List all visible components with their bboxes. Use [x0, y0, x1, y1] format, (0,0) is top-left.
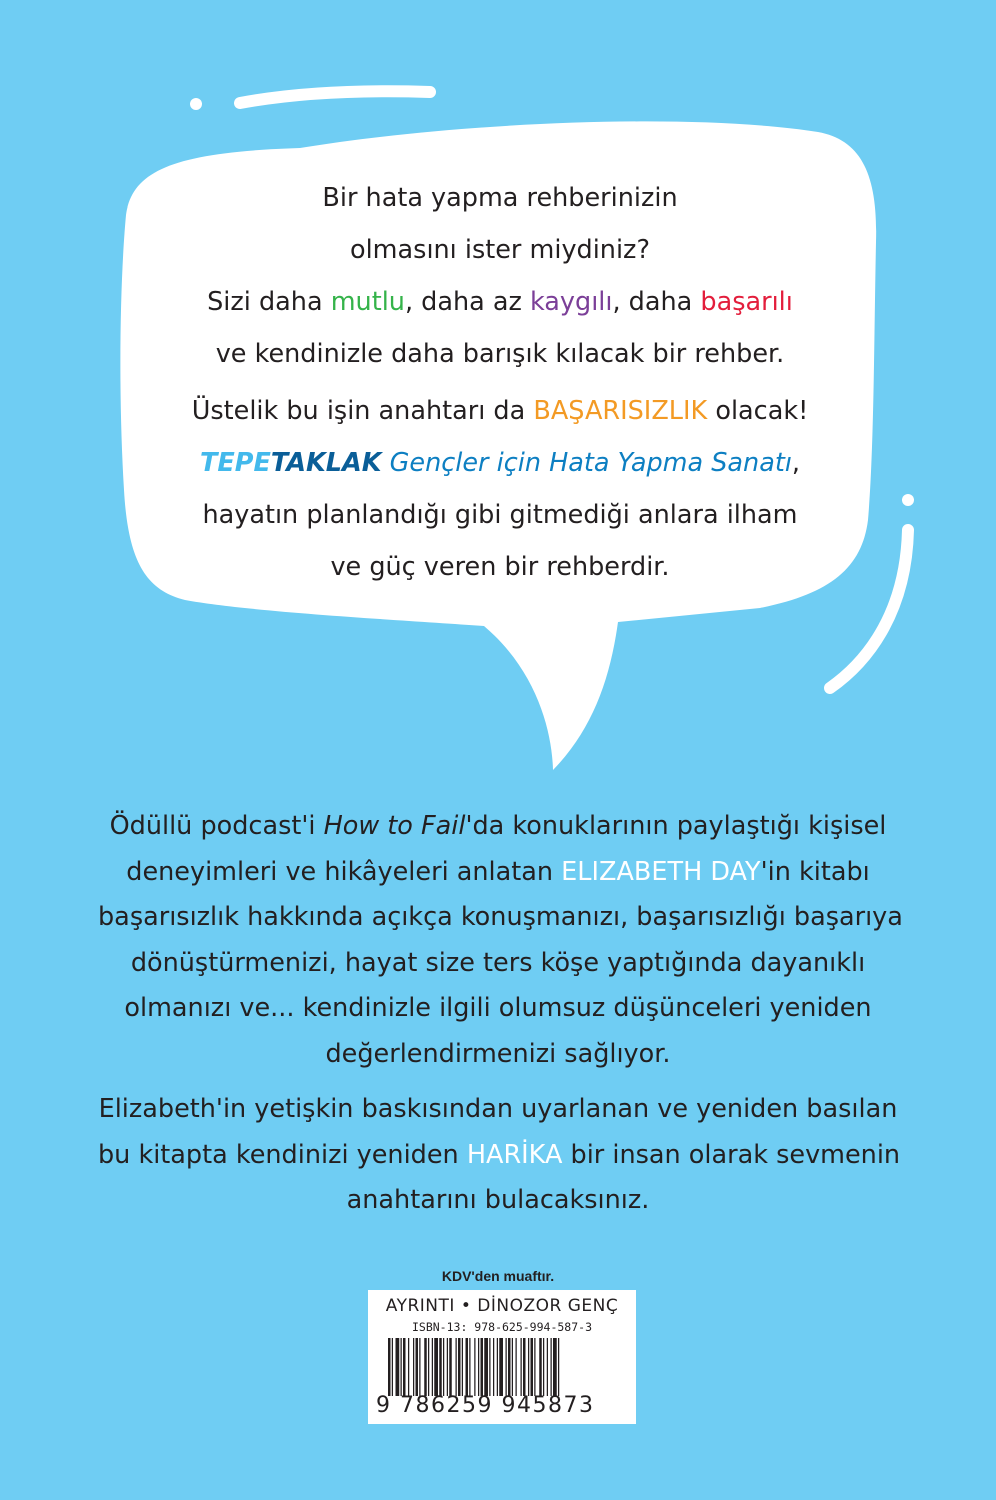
barcode-bar: [474, 1338, 475, 1396]
bubble-line-5: [150, 385, 850, 437]
isbn-text: ISBN-13: 978-625-994-587-3: [411, 1320, 592, 1334]
barcode-bar: [456, 1338, 457, 1396]
word-basarisizlik: BAŞARISIZLIK: [533, 396, 708, 426]
text-segment: 'da konuklarının paylaştığı kişisel: [465, 811, 887, 841]
title-taklak: TAKLAK: [270, 448, 382, 478]
barcode-bar: [466, 1338, 469, 1396]
desc-p1-line-2: [98, 850, 898, 896]
desc-p1-line-5: olmanızı ve... kendinizle ilgili olumsuz düşünceleri yeniden: [124, 993, 872, 1023]
barcode-bar: [462, 1338, 463, 1396]
title-subtitle: Gençler için Hata Yapma Sanatı: [381, 448, 792, 478]
bubble-line-1: Bir hata yapma rehberinizin: [322, 183, 678, 213]
barcode-bar: [419, 1338, 420, 1396]
barcode-bar: [516, 1338, 517, 1396]
word-kaygili: kaygılı: [529, 287, 613, 317]
barcode-bar: [521, 1338, 522, 1396]
barcode-bar: [484, 1338, 488, 1396]
title-tepe: TEPE: [199, 448, 271, 478]
bubble-line-4: ve kendinizle daha barışık kılacak bir rehber.: [215, 339, 785, 369]
desc-p1-line-6: değerlendirmenizi sağlıyor.: [325, 1038, 671, 1069]
text-segment: deneyimleri ve hikâyeleri anlatan: [126, 856, 562, 887]
text-segment: bu kitapta kendinizi yeniden: [98, 1139, 467, 1170]
barcode-bar: [413, 1338, 414, 1396]
barcode-bar: [469, 1338, 470, 1396]
barcode-bar: [543, 1338, 544, 1396]
text-segment: olacak!: [707, 396, 809, 426]
barcode-bar: [439, 1338, 442, 1396]
barcode-bar: [558, 1338, 559, 1396]
barcode-label: [368, 1290, 636, 1424]
text-segment: bir insan olarak sevmenin: [562, 1139, 901, 1170]
desc-p2-line-3: anahtarını bulacaksınız.: [346, 1185, 650, 1215]
podcast-title: How to Fail: [323, 811, 466, 841]
barcode-bar: [478, 1338, 479, 1396]
barcode-bar: [443, 1338, 444, 1396]
barcode-bar: [458, 1338, 461, 1396]
desc-p2-line-2: [98, 1133, 901, 1179]
text-segment: Üstelik bu işin anahtarı da: [191, 396, 534, 426]
desc-p1-line-3: başarısızlık hakkında açıkça konuşmanızı, başarısızlığı başarıya: [98, 902, 903, 932]
barcode-bar: [506, 1338, 507, 1396]
barcode-bar: [489, 1338, 490, 1396]
barcode-bar: [551, 1338, 552, 1396]
word-harika: HARİKA: [466, 1139, 563, 1170]
barcode-bar: [428, 1338, 429, 1396]
barcode-bar: [539, 1338, 542, 1396]
text-segment: 'in kitabı: [760, 856, 870, 887]
barcode-bar: [499, 1338, 503, 1396]
bubble-shine-dot-right: [902, 494, 914, 506]
bubble-text: [150, 172, 850, 593]
barcode-bar: [497, 1338, 498, 1396]
barcode-bar: [528, 1338, 529, 1396]
barcode-bar: [403, 1338, 406, 1396]
text-segment: Sizi daha: [207, 287, 331, 317]
text-segment: , daha: [612, 287, 701, 317]
text-segment: , daha az: [404, 287, 530, 317]
bubble-line-3: [150, 276, 850, 328]
book-title-line: [150, 437, 850, 489]
barcode-digits: 9 786259 945873: [376, 1393, 595, 1418]
bubble-line-2: olmasını ister miydiniz?: [350, 235, 650, 265]
barcode-bar: [534, 1338, 535, 1396]
publisher-name: AYRINTI • DİNOZOR GENÇ: [385, 1296, 619, 1316]
barcode-bar: [408, 1338, 409, 1396]
bubble-line-7: hayatın planlandığı gibi gitmediği anlara ilham: [202, 500, 798, 530]
bubble-shine-top: [240, 91, 430, 103]
barcode-bar: [508, 1338, 511, 1396]
barcode-bar: [512, 1338, 513, 1396]
description-text: [98, 804, 903, 1224]
barcode-bar: [432, 1338, 433, 1396]
barcode-bar: [449, 1338, 452, 1396]
bubble-shine-dot-top: [190, 98, 202, 110]
text-segment: Ödüllü podcast'i: [109, 811, 324, 841]
barcode-bar: [392, 1338, 393, 1396]
desc-p1-line-1: [98, 804, 898, 850]
barcode-bar: [481, 1338, 484, 1396]
desc-p2-line-1: Elizabeth'in yetişkin baskısından uyarlanan ve yeniden basılan: [98, 1094, 898, 1124]
desc-p1-line-4: dönüştürmenizi, hayat size ters köşe yaptığında dayanıklı: [130, 947, 866, 978]
barcode-bar: [553, 1338, 557, 1396]
barcode-bar: [396, 1338, 400, 1396]
barcode-bar: [401, 1338, 402, 1396]
barcode-bar: [416, 1338, 419, 1396]
bubble-line-8: ve güç veren bir rehberdir.: [330, 552, 670, 582]
barcode-bar: [523, 1338, 526, 1396]
barcode-bar: [447, 1338, 448, 1396]
barcode-bar: [434, 1338, 438, 1396]
author-name: ELIZABETH DAY: [561, 856, 761, 887]
barcode-bar: [547, 1338, 548, 1396]
barcode-bar: [531, 1338, 534, 1396]
barcode-bar: [424, 1338, 427, 1396]
word-basarili: başarılı: [700, 287, 793, 317]
title-comma: ,: [791, 448, 801, 478]
barcode-bars: [388, 1338, 616, 1396]
barcode-bar: [388, 1338, 391, 1396]
barcode-bar: [493, 1338, 494, 1396]
tax-exempt-note: KDV'den muaftır.: [441, 1268, 555, 1284]
word-mutlu: mutlu: [330, 287, 405, 317]
